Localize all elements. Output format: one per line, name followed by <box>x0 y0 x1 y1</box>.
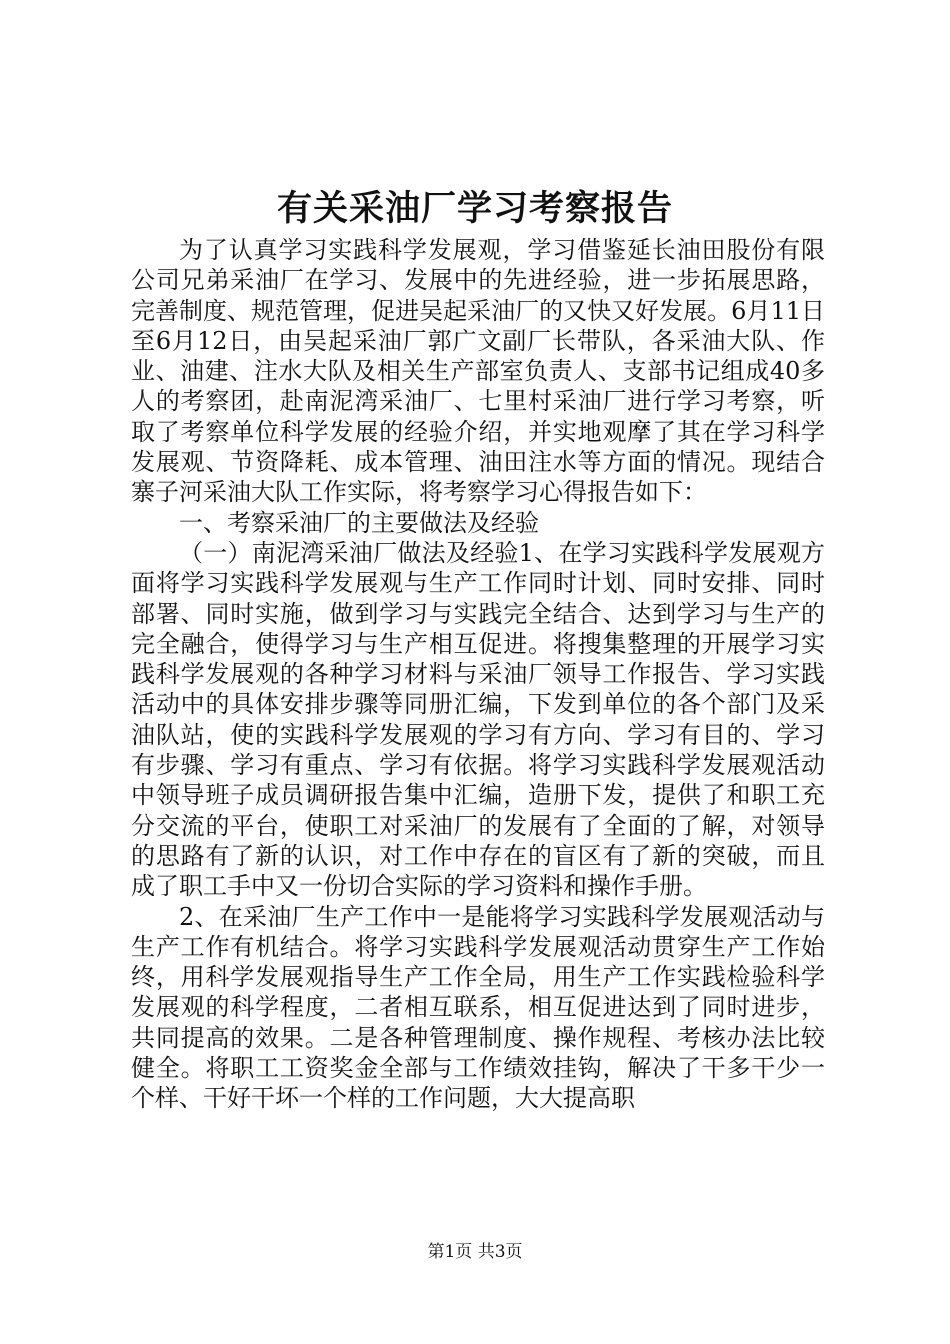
page-number-footer: 第1页 共3页 <box>427 1242 523 1262</box>
paragraph-intro: 为了认真学习实践科学发展观，学习借鉴延长油田股份有限公司兄弟采油厂在学习、发展中的先进经验，进一步拓展思路，完善制度、规范管理，促进吴起采油厂的又快又好发展。6月11日至6月12日，由吴起采油厂郭广文副厂长带队，各采油大队、作业、油建、注水大队及相关生产部室负责人、支部书记组成40多人的考察团，赴南泥湾采油厂、七里村采油厂进行学习考察，听取了考察单位科学发展的经验介绍，并实地观摩了其在学习科学发展观、节资降耗、成本管理、油田注水等方面的情况。现结合寨子河采油大队工作实际，将考察学习心得报告如下： <box>131 236 825 507</box>
document-body <box>131 235 825 1114</box>
paragraph-production: 2、在采油厂生产工作中一是能将学习实践科学发展观活动与生产工作有机结合。将学习实践科学发展观活动贯穿生产工作始终，用科学发展观指导生产工作全局，用生产工作实践检验科学发展观的科学程度，二者相互联系，相互促进达到了同时进步，共同提高的效果。二是各种管理制度、操作规程、考核办法比较健全。将职工工资奖金全部与工作绩效挂钩，解决了干多干少一个样、干好干坏一个样的工作问题，大大提高职 <box>131 902 825 1113</box>
section-heading: 一、考察采油厂的主要做法及经验 <box>179 508 539 537</box>
paragraph-nanniwan: （一）南泥湾采油厂做法及经验1、在学习实践科学发展观方面将学习实践科学发展观与生产工作同时计划、同时安排、同时部署、同时实施，做到学习与实践完全结合、达到学习与生产的完全融合，使得学习与生产相互促进。将搜集整理的开展学习实践科学发展观的各种学习材料与采油厂领导工作报告、学习实践活动中的具体安排步骤等同册汇编，下发到单位的各个部门及采油队站，使的实践科学发展观的学习有方向、学习有目的、学习有步骤、学习有重点、学习有依据。将学习实践科学发展观活动中领导班子成员调研报告集中汇编，造册下发，提供了和职工充分交流的平台，使职工对采油厂的发展有了全面的了解，对领导的思路有了新的认识，对工作中存在的盲区有了新的突破，而且成了职工手中又一份切合实际的学习资料和操作手册。 <box>131 538 825 901</box>
document-title: 有关采油厂学习考察报告 <box>276 188 673 229</box>
